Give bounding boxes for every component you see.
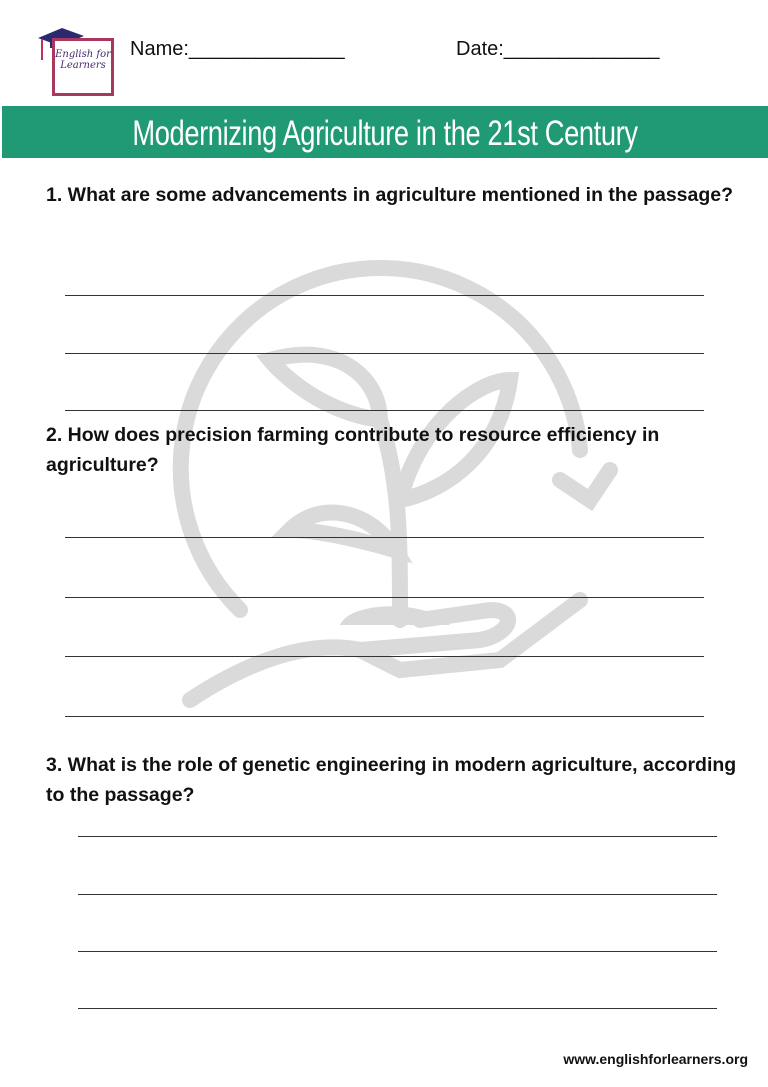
answer-line[interactable] <box>78 1008 717 1009</box>
footer-website: www.englishforlearners.org <box>563 1051 748 1067</box>
answer-line[interactable] <box>78 894 717 895</box>
answer-line[interactable] <box>65 410 704 411</box>
answer-line[interactable] <box>65 353 704 354</box>
question-2: 2. How does precision farming contribute to resource efficiency in agriculture? <box>46 424 660 476</box>
logo-text: English for Learners <box>55 49 111 71</box>
date-field[interactable]: Date:______________ <box>456 38 660 60</box>
answer-line[interactable] <box>65 656 704 657</box>
answer-line[interactable] <box>65 716 704 717</box>
page-title: Modernizing Agriculture in the 21st Century <box>132 114 638 153</box>
answer-line[interactable] <box>65 537 704 538</box>
title-banner <box>2 106 768 158</box>
name-field[interactable]: Name:______________ <box>130 38 345 60</box>
answer-line[interactable] <box>65 295 704 296</box>
question-3: 3. What is the role of genetic engineering in modern agriculture, according to the passage? <box>46 754 737 806</box>
answer-line[interactable] <box>78 836 717 837</box>
answer-line[interactable] <box>65 597 704 598</box>
english-for-learners-logo <box>52 38 114 96</box>
answer-line[interactable] <box>78 951 717 952</box>
question-1: 1. What are some advancements in agriculture mentioned in the passage? <box>46 184 734 206</box>
